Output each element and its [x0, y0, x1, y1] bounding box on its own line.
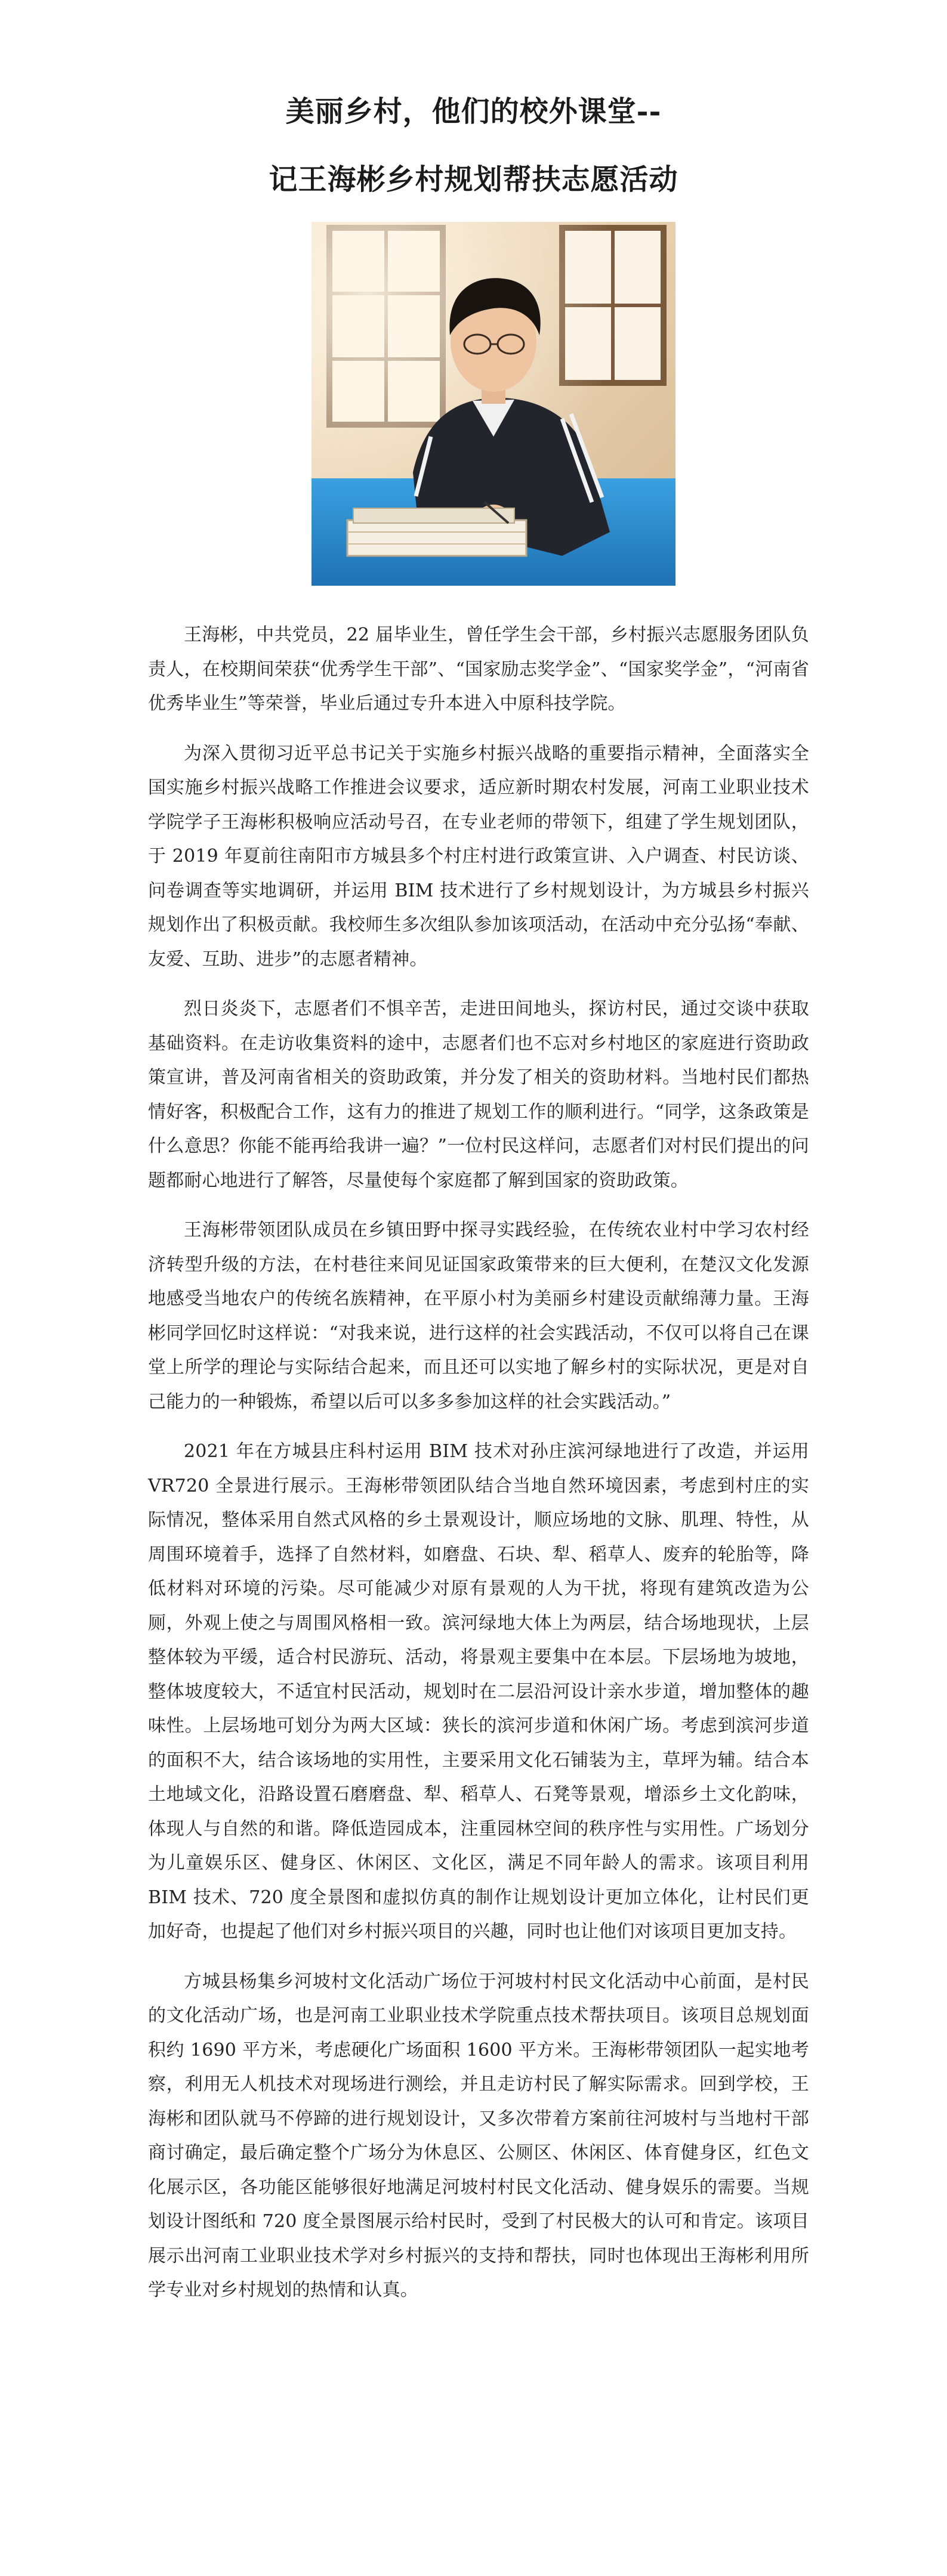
- paragraph-riverside-project: 2021 年在方城县庄科村运用 BIM 技术对孙庄滨河绿地进行了改造，并运用 VR720 全景进行展示。王海彬带领团队结合当地自然环境因素，考虑到村庄的实际情况，整体采用自然式风格的乡土景观设计，顺应场地的文脉、肌理、特性，从周围环境着手，选择了自然材料，如磨盘、石块、犁、稻草人、废弃的轮胎等，降低材料对环境的污染。尽可能减少对原有景观的人为干扰，将现有建筑改造为公厕，外观上使之与周围风格相一致。滨河绿地大体上为两层，结合场地现状，上层整体较为平缓，适合村民游玩、活动，将景观主要集中在本层。下层场地为坡地，整体坡度较大，不适宜村民活动，规划时在二层沿河设计亲水步道，增加整体的趣味性。上层场地可划分为两大区域：狭长的滨河步道和休闲广场。考虑到滨河步道的面积不大，结合该场地的实用性，主要采用文化石铺装为主，草坪为辅。结合本土地域文化，沿路设置石磨磨盘、犁、稻草人、石凳等景观，增添乡土文化韵味，体现人与自然的和谐。降低造园成本，注重园林空间的秩序性与实用性。广场划分为儿童娱乐区、健身区、休闲区、文化区，满足不同年龄人的需求。该项目利用 BIM 技术、720 度全景图和虚拟仿真的制作让规划设计更加立体化，让村民们更加好奇，也提起了他们对乡村振兴项目的兴趣，同时也让他们对该项目更加支持。: [148, 1441, 809, 1942]
- article-body: [148, 618, 809, 2323]
- paragraph-background: 为深入贯彻习近平总书记关于实施乡村振兴战略的重要指示精神，全面落实全国实施乡村振兴战略工作推进会议要求，适应新时期农村发展，河南工业职业技术学院学子王海彬积极响应活动号召，在专业老师的带领下，组建了学生规划团队，于 2019 年夏前往南阳市方城县多个村庄村进行政策宣讲、入户调查、村民访谈、问卷调查等实地调研，并运用 BIM 技术进行了乡村规划设计，为方城县乡村振兴规划作出了积极贡献。我校师生多次组队参加该项活动，在活动中充分弘扬“奉献、友爱、互助、进步”的志愿者精神。: [148, 743, 809, 970]
- article-title: 美丽乡村，他们的校外课堂--: [285, 95, 662, 128]
- paragraph-profile: 王海彬，中共党员，22 届毕业生，曾任学生会干部，乡村振兴志愿服务团队负责人，在校期间荣获“优秀学生干部”、“国家励志奖学金”、“国家奖学金”，“河南省优秀毕业生”等荣誉，毕业后通过专升本进入中原科技学院。: [148, 624, 809, 714]
- paragraph-fieldwork: 烈日炎炎下，志愿者们不惧辛苦，走进田间地头，探访村民，通过交谈中获取基础资料。在走访收集资料的途中，志愿者们也不忘对乡村地区的家庭进行资助政策宣讲，普及河南省相关的资助政策，并分发了相关的资助材料。当地村民们都热情好客，积极配合工作，这有力的推进了规划工作的顺利进行。“同学，这条政策是什么意思？你能不能再给我讲一遍？”一位村民这样问，志愿者们对村民们提出的问题都耐心地进行了解答，尽量使每个家庭都了解到国家的资助政策。: [148, 998, 809, 1191]
- student-reading-photo: [311, 222, 675, 586]
- article-subtitle: 记王海彬乡村规划帮扶志愿活动: [269, 163, 678, 196]
- paragraph-square-project: 方城县杨集乡河坡村文化活动广场位于河坡村村民文化活动中心前面，是村民的文化活动广场，也是河南工业职业技术学院重点技术帮扶项目。该项目总规划面积约 1690 平方米，考虑硬化广场面积 1600 平方米。王海彬带领团队一起实地考察，利用无人机技术对现场进行测绘，并且走访村民了解实际需求。回到学校，王海彬和团队就马不停蹄的进行规划设计，又多次带着方案前往河坡村与当地村干部商讨确定，最后确定整个广场分为休息区、公厕区、休闲区、体育健身区，红色文化展示区，各功能区能够很好地满足河坡村村民文化活动、健身娱乐的需要。当规划设计图纸和 720 度全景图展示给村民时，受到了村民极大的认可和肯定。该项目展示出河南工业职业技术学对乡村振兴的支持和帮扶，同时也体现出王海彬利用所学专业对乡村规划的热情和认真。: [148, 1971, 809, 2300]
- paragraph-practice: 王海彬带领团队成员在乡镇田野中探寻实践经验，在传统农业村中学习农村经济转型升级的方法，在村巷往来间见证国家政策带来的巨大便利，在楚汉文化发源地感受当地农户的传统名族精神，在平原小村为美丽乡村建设贡献绵薄力量。王海彬同学回忆时这样说：“对我来说，进行这样的社会实践活动，不仅可以将自己在课堂上所学的理论与实际结合起来，而且还可以实地了解乡村的实际状况，更是对自己能力的一种锻炼，希望以后可以多多参加这样的社会实践活动。”: [148, 1220, 809, 1412]
